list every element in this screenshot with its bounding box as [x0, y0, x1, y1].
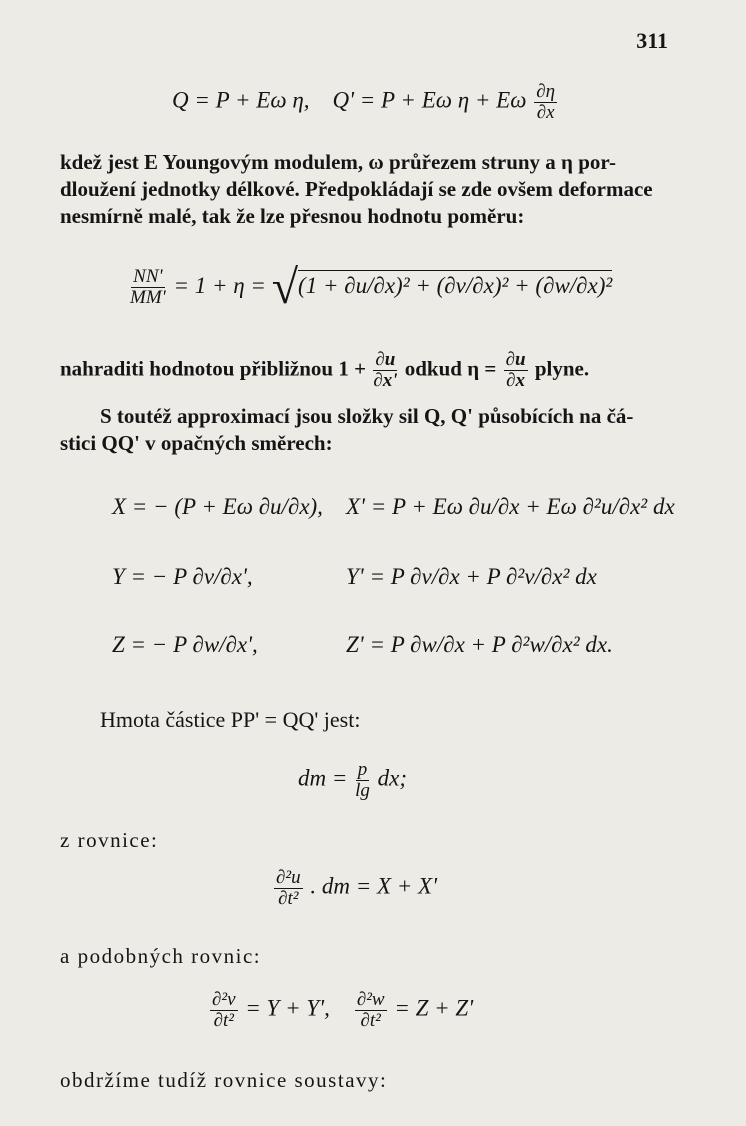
fraction-du-dx-1	[373, 350, 397, 391]
equation-y: Y = − P ∂v/∂x',	[112, 564, 253, 589]
fraction-denominator: ∂x	[536, 101, 555, 123]
paragraph1-line2: dloužení jednotky délkové. Předpokládají se zde ovšem deformace	[60, 177, 653, 201]
fraction-d2v-dt2	[210, 990, 238, 1031]
radicand-term2: + (∂v/∂x)²	[415, 272, 509, 298]
fraction-numerator: ∂η	[536, 81, 556, 102]
fraction-numerator: ∂²v	[212, 989, 236, 1010]
fraction-denominator: ∂t²	[360, 1009, 381, 1031]
line-obdrzime: obdržíme tudíž rovnice soustavy:	[60, 1068, 388, 1092]
fraction-denominator: MM'	[130, 287, 166, 308]
equation-x-prime: X' = P + Eω ∂u/∂x + Eω ∂²u/∂x² dx	[346, 494, 675, 519]
fraction-numerator: ∂u	[505, 349, 526, 370]
paragraph1-line1: kdež jest E Youngovým modulem, ω průřezem struny a η por-	[60, 150, 616, 174]
equation-dm	[298, 760, 407, 801]
dm-rhs: dx;	[377, 765, 408, 791]
equation-vw	[208, 990, 473, 1031]
equation-q-prime: Q' = P + Eω η + Eω	[332, 87, 527, 113]
equation-u-rest: . dm = X + X'	[310, 873, 438, 899]
fraction-nn-mm	[130, 267, 166, 308]
line-z-rovnice: z rovnice:	[60, 828, 159, 852]
equation-w-rest: = Z + Z'	[394, 995, 474, 1021]
equation-z-prime: Z' = P ∂w/∂x + P ∂²w/∂x² dx.	[346, 632, 613, 657]
line-nahraditi	[60, 350, 589, 391]
fraction-deta-dx	[534, 82, 557, 123]
equation-q-lhs: Q = P + Eω η,	[172, 87, 310, 113]
plyne-text: plyne.	[534, 356, 590, 381]
fraction-denominator: ∂t²	[278, 887, 299, 909]
paragraph2-line2: stici QQ' v opačných směrech:	[60, 431, 333, 455]
equation-z: Z = − P ∂w/∂x',	[112, 632, 258, 657]
equation-x: X = − (P + Eω ∂u/∂x),	[112, 494, 323, 519]
fraction-du-dx-2	[504, 350, 528, 391]
paragraph1-line3: nesmírně malé, tak že lze přesnou hodnotu poměru:	[60, 204, 525, 228]
page-number: 311	[636, 28, 668, 53]
sqrt-icon: √	[271, 261, 299, 314]
equation-v-rest: = Y + Y',	[245, 995, 330, 1021]
fraction-d2w-dt2	[355, 990, 387, 1031]
fraction-denominator: lg	[355, 779, 370, 801]
fraction-denominator: ∂x'	[373, 369, 398, 391]
sqrt-radicand	[298, 270, 612, 299]
equation-q	[172, 82, 559, 123]
dm-lhs: dm =	[298, 765, 348, 791]
fraction-denominator: ∂t²	[213, 1009, 234, 1031]
equation-y-prime: Y' = P ∂v/∂x + P ∂²v/∂x² dx	[346, 564, 597, 589]
paragraph2-line1: S toutéž approximací jsou složky sil Q, Q' působících na čá-	[100, 404, 634, 428]
radicand-term1: (1 + ∂u/∂x)²	[298, 272, 410, 298]
equation-ratio	[128, 260, 612, 315]
fraction-numerator: p	[357, 759, 368, 780]
fraction-denominator: ∂x	[506, 369, 526, 391]
fraction-numerator: NN'	[133, 266, 163, 288]
fraction-numerator: ∂²w	[356, 989, 385, 1010]
fraction-p-lg	[355, 760, 370, 801]
line-podobnych: a podobných rovnic:	[60, 944, 262, 968]
odkud-text: odkud η =	[404, 356, 497, 381]
equation-u	[272, 868, 437, 909]
nahraditi-text: nahraditi hodnotou přibližnou 1 +	[60, 356, 367, 381]
fraction-numerator: ∂²u	[276, 867, 301, 888]
ratio-middle: = 1 + η =	[173, 272, 266, 298]
fraction-d2u-dt2	[274, 868, 303, 909]
line-hmota: Hmota částice PP' = QQ' jest:	[100, 707, 361, 732]
fraction-numerator: ∂u	[375, 349, 396, 370]
radicand-term3: + (∂w/∂x)²	[514, 272, 613, 298]
